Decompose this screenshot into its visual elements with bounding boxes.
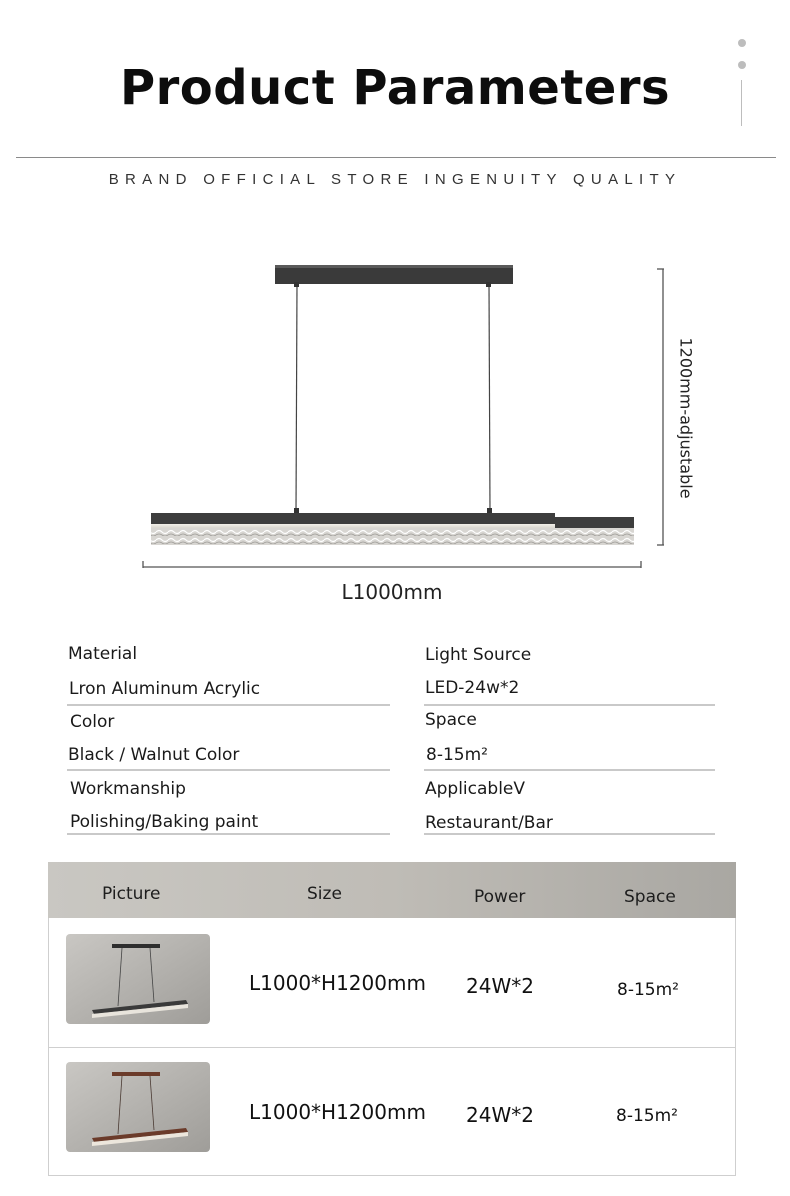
spec-label-light-source: Light Source xyxy=(425,645,532,665)
table-header-space: Space xyxy=(624,887,676,907)
row-2-power: 24W*2 xyxy=(466,1103,534,1127)
spec-value-material: Lron Aluminum Acrylic xyxy=(69,679,261,699)
spec-label-space: Space xyxy=(425,710,477,730)
spec-divider xyxy=(67,704,390,706)
table-header-power: Power xyxy=(474,887,526,907)
ceiling-canopy xyxy=(275,265,513,284)
spec-value-color: Black / Walnut Color xyxy=(68,745,240,765)
spec-label-material: Material xyxy=(68,644,138,664)
height-dimension-line xyxy=(657,269,664,545)
brand-tagline: BRAND OFFICIAL STORE INGENUITY QUALITY xyxy=(108,171,682,188)
spec-label-color: Color xyxy=(70,712,115,732)
spec-value-applicable: Restaurant/Bar xyxy=(425,813,553,833)
spec-value-space: 8-15m² xyxy=(426,745,488,765)
height-dimension-label: 1200mm-adjustable xyxy=(676,337,696,499)
walnut-lamp-thumbnail xyxy=(66,1062,210,1152)
row-1-size: L1000*H1200mm xyxy=(249,971,426,995)
spec-divider xyxy=(67,833,390,835)
length-dimension-label: L1000mm xyxy=(341,580,443,604)
length-dimension-line xyxy=(143,561,641,568)
lamp-body xyxy=(151,513,634,545)
spec-value-workmanship: Polishing/Baking paint xyxy=(70,812,259,832)
spec-divider xyxy=(67,769,390,771)
suspension-wires xyxy=(294,282,492,514)
spec-divider xyxy=(424,704,715,706)
spec-value-light-source: LED-24w*2 xyxy=(425,678,520,698)
black-lamp-thumbnail xyxy=(66,934,210,1024)
spec-divider xyxy=(424,833,715,835)
table-header-picture: Picture xyxy=(102,884,161,904)
spec-label-workmanship: Workmanship xyxy=(70,779,186,799)
page-title: Product Parameters xyxy=(119,60,671,116)
spec-divider xyxy=(424,769,715,771)
table-row-divider xyxy=(48,1047,736,1048)
table-header-size: Size xyxy=(307,884,342,904)
row-1-space: 8-15m² xyxy=(617,980,679,1000)
row-1-power: 24W*2 xyxy=(466,974,534,998)
spec-label-applicable: ApplicableV xyxy=(425,779,526,799)
row-2-space: 8-15m² xyxy=(616,1106,678,1126)
row-2-size: L1000*H1200mm xyxy=(249,1100,426,1124)
